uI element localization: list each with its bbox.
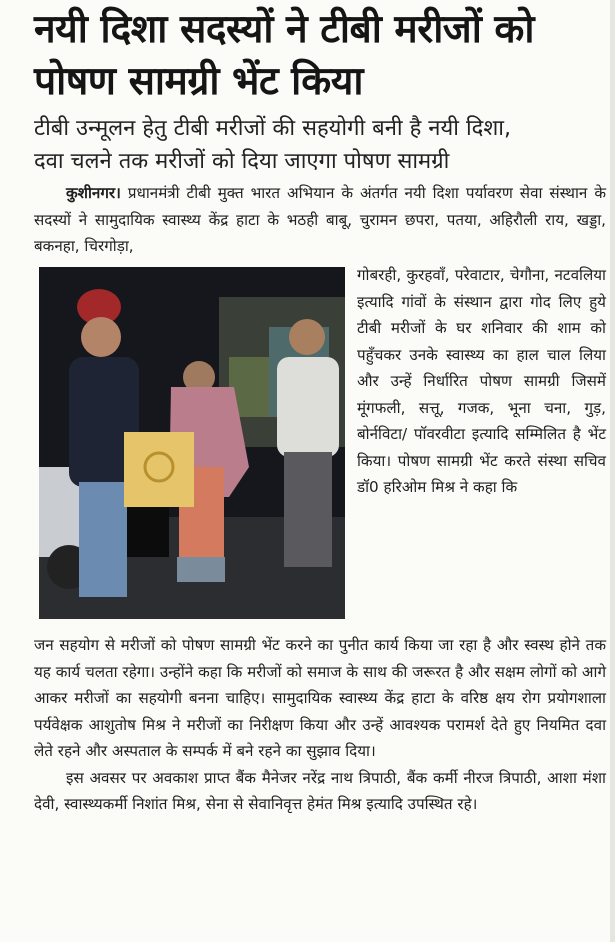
- side-text: गोबरही, कुरहवाँ, परेवाटार, चेगौना, नटवलिया इत्यादि गांवों के संस्थान द्वारा गोद लिए हुये टीबी मरीजों के घर शनिवार की शाम को पहुँचकर उनके स्वास्थ्य का हाल चाल लिया और उन्हें निर्धारित पोषण सामग्री जिसमें मूंगफली, सत्तू, गजक, भूना चना, गुड़, बोर्नविटा/ पॉवरवीटा इत्यादि सम्मिलित है भेंट किया। पोषण सामग्री भेंट करते संस्था सचिव डॉ0 हरिओम मिश्र ने कहा कि: [357, 266, 606, 496]
- photo-illustration: [39, 267, 345, 619]
- lead-text: प्रधानमंत्री टीबी मुक्त भारत अभियान के अंतर्गत नयी दिशा पर्यावरण सेवा संस्थान के सदस्यों ने सामुदायिक स्वास्थ्य केंद्र हाटा के भठही बाबू, चुरामन छपरा, पतया, अहिरौली राय, खड्डा, बकनहा, चिरगोड़ा,: [34, 184, 606, 255]
- bottom-text-block: [34, 632, 606, 818]
- side-column-text: [357, 262, 606, 501]
- headline-line-2: पोषण सामग्री भेंट किया: [34, 59, 363, 104]
- headline-line-1: नयी दिशा सदस्यों ने टीबी मरीजों को: [34, 7, 534, 52]
- lead-paragraph: [34, 180, 606, 260]
- news-photo-icon: [39, 267, 345, 619]
- bottom-paragraph: जन सहयोग से मरीजों को पोषण सामग्री भेंट करने का पुनीत कार्य किया जा रहा है और स्वस्थ होने तक यह कार्य चलता रहेगा। उन्होंने कहा कि मरीजों को समाज के साथ की जरूरत है और सक्षम लोगों को आगे आकर मरीजों का सहयोगी बनना चाहिए। सामुदायिक स्वास्थ्य केंद्र हाटा के वरिष्ठ क्षय रोग प्रयोगशाला पर्यवेक्षक आशुतोष मिश्र ने मरीजों का निरीक्षण किया और उन्हें आवश्यक परामर्श देते हुए नियमित दवा लेते रहने और अस्पताल के सम्पर्क में बने रहने का सुझाव दिया।: [34, 636, 606, 760]
- subheadline: [34, 112, 609, 178]
- headline: [34, 4, 609, 108]
- subheadline-line-2: दवा चलने तक मरीजों को दिया जाएगा पोषण सामग्री: [34, 149, 450, 174]
- subheadline-line-1: टीबी उन्मूलन हेतु टीबी मरीजों की सहयोगी बनी है नयी दिशा,: [34, 116, 511, 141]
- closing-paragraph: इस अवसर पर अवकाश प्राप्त बैंक मैनेजर नरेंद्र नाथ त्रिपाठी, बैंक कर्मी नीरज त्रिपाठी, आशा मंशा देवी, स्वास्थ्यकर्मी निशांत मिश्र, सेना से सेवानिवृत्त हेमंत मिश्र इत्यादि उपस्थित रहे।: [34, 768, 606, 813]
- dateline: कुशीनगर।: [66, 184, 121, 202]
- page-edge: [610, 0, 615, 942]
